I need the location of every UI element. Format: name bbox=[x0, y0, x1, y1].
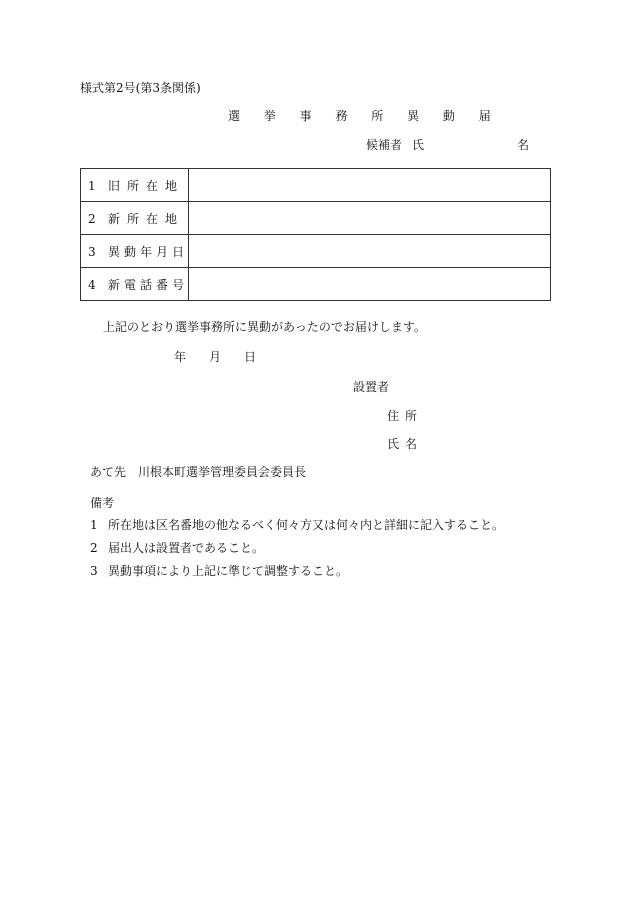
form-number: 様式第2号(第3条関係) bbox=[80, 81, 201, 95]
row-label-cell bbox=[81, 235, 189, 268]
note-number: 3 bbox=[90, 564, 98, 578]
table-row bbox=[81, 235, 551, 268]
new-phone-field[interactable] bbox=[189, 268, 551, 301]
notes-heading: 備考 bbox=[90, 496, 115, 510]
date-year-label: 年 bbox=[174, 350, 187, 364]
date-day-label: 日 bbox=[244, 350, 257, 364]
row-number: 1 bbox=[88, 178, 96, 193]
candidate-label: 候補者 bbox=[366, 138, 403, 152]
document-title: 選 挙 事 務 所 異 動 届 bbox=[228, 109, 501, 123]
row-label: 新電話番号 bbox=[108, 277, 189, 292]
candidate-shi-label: 氏 bbox=[412, 138, 425, 152]
note-item bbox=[90, 518, 504, 532]
table-row bbox=[81, 202, 551, 235]
candidate-line bbox=[0, 138, 630, 154]
new-address-field[interactable] bbox=[189, 202, 551, 235]
name-label: 氏名 bbox=[387, 437, 424, 451]
setter-label: 設置者 bbox=[353, 380, 390, 394]
addressee-line: あて先 川根本町選挙管理委員会委員長 bbox=[90, 465, 307, 479]
candidate-mei-label: 名 bbox=[517, 138, 530, 152]
note-item bbox=[90, 541, 264, 555]
row-number: 2 bbox=[88, 211, 96, 226]
row-label-cell bbox=[81, 202, 189, 235]
address-label: 住所 bbox=[387, 409, 424, 423]
row-label-cell bbox=[81, 169, 189, 202]
relocation-date-field[interactable] bbox=[189, 235, 551, 268]
table-row bbox=[81, 268, 551, 301]
old-address-field[interactable] bbox=[189, 169, 551, 202]
note-text: 所在地は区名番地の他なるべく何々方又は何々内と詳細に記入すること。 bbox=[108, 518, 505, 532]
row-label: 新所在地 bbox=[108, 211, 185, 226]
table-row bbox=[81, 169, 551, 202]
row-label: 異動年月日 bbox=[108, 244, 189, 259]
note-text: 異動事項により上記に準じて調整すること。 bbox=[108, 564, 349, 578]
row-label: 旧所在地 bbox=[108, 178, 185, 193]
row-number: 3 bbox=[88, 244, 96, 259]
note-number: 2 bbox=[90, 541, 98, 555]
note-text: 届出人は設置者であること。 bbox=[108, 541, 265, 555]
date-line bbox=[174, 350, 294, 366]
statement-text: 上記のとおり選挙事務所に異動があったのでお届けします。 bbox=[103, 320, 426, 334]
relocation-form-table bbox=[80, 168, 551, 301]
note-item bbox=[90, 564, 348, 578]
row-label-cell bbox=[81, 268, 189, 301]
note-number: 1 bbox=[90, 518, 98, 532]
date-month-label: 月 bbox=[209, 350, 222, 364]
row-number: 4 bbox=[88, 277, 96, 292]
